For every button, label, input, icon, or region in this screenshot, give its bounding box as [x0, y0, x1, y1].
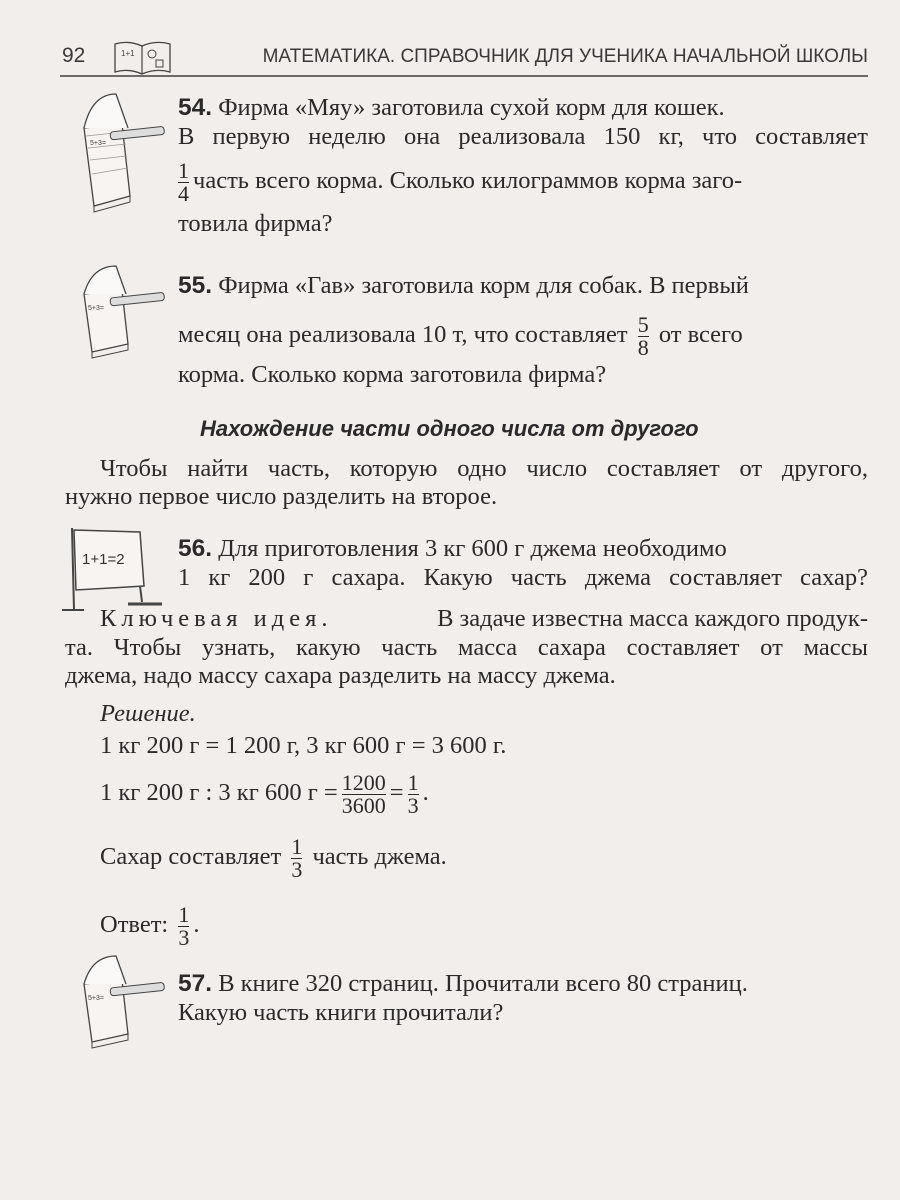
header-rule — [60, 75, 868, 77]
solution-line-3: Сахар составляет $\frac{1}{3}$ часть джема. — [100, 834, 447, 882]
task-55-line-2: месяц она реализовала 10 т, что составляет $\frac{5}{8}$ от всего — [178, 312, 743, 360]
solution-line-2: 1 кг 200 г : 3 кг 600 г = $\frac{1200}{3600}$ = $\frac{1}{3}$ . — [100, 770, 429, 818]
task-54-line-4: товила фирма? — [178, 210, 333, 237]
notepad-pencil-icon — [72, 262, 177, 362]
key-idea-line-1: Ключевая идея. В задаче известна масса каждого продук- — [100, 605, 868, 632]
task-54-line-2: В первую неделю она реализовала 150 кг, что составляет — [178, 123, 868, 150]
solution-label: Решение. — [100, 700, 196, 727]
task-56-line-1: 56. Для приготовления 3 кг 600 г джема необходимо — [178, 535, 727, 562]
key-idea-label: Ключевая идея. — [100, 605, 333, 632]
svg-text:1+1=2: 1+1=2 — [82, 551, 125, 568]
task-54-line-3: $\frac{1}{4}$ часть всего корма. Сколько килограммов корма заго- — [178, 158, 743, 206]
section-heading: Нахождение части одного числа от другого — [200, 416, 699, 441]
running-title: МАТЕМАТИКА. СПРАВОЧНИК ДЛЯ УЧЕНИКА НАЧАЛЬНОЙ ШКОЛЫ — [262, 46, 868, 67]
answer-line: Ответ: $\frac{1}{3}$ . — [100, 902, 200, 950]
svg-text:5+3=: 5+3= — [90, 140, 106, 147]
notepad-pencil-icon — [72, 88, 177, 218]
rule-line-1: Чтобы найти часть, которую одно число составляет от другого, — [100, 455, 868, 482]
task-55-line-3: корма. Сколько корма заготовила фирма? — [178, 361, 607, 388]
task-56-line-2: 1 кг 200 г сахара. Какую часть джема составляет сахар? — [178, 564, 868, 591]
svg-text:1+1: 1+1 — [121, 49, 135, 58]
page-number: 92 — [62, 44, 86, 67]
rule-line-2: нужно первое число разделить на второе. — [65, 483, 498, 510]
task-55-line-1: 55. Фирма «Гав» заготовила корм для собак. В первый — [178, 272, 749, 299]
task-54-line-1: 54. Фирма «Мяу» заготовила сухой корм для кошек. — [178, 94, 725, 121]
key-idea-line-2: та. Чтобы узнать, какую часть масса сахара составляет от массы — [65, 634, 868, 661]
task-57-line-2: Какую часть книги прочитали? — [178, 999, 504, 1026]
notepad-pencil-icon — [72, 952, 177, 1052]
key-idea-line-3: джема, надо массу сахара разделить на массу джема. — [65, 662, 616, 689]
svg-text:5+3=: 5+3= — [88, 305, 104, 312]
svg-text:5+3=: 5+3= — [88, 995, 104, 1002]
chalkboard-icon — [62, 524, 172, 614]
task-57-line-1: 57. В книге 320 страниц. Прочитали всего 80 страниц. — [178, 970, 748, 997]
solution-line-1: 1 кг 200 г = 1 200 г, 3 кг 600 г = 3 600 г. — [100, 732, 507, 759]
open-book-icon — [112, 38, 174, 78]
